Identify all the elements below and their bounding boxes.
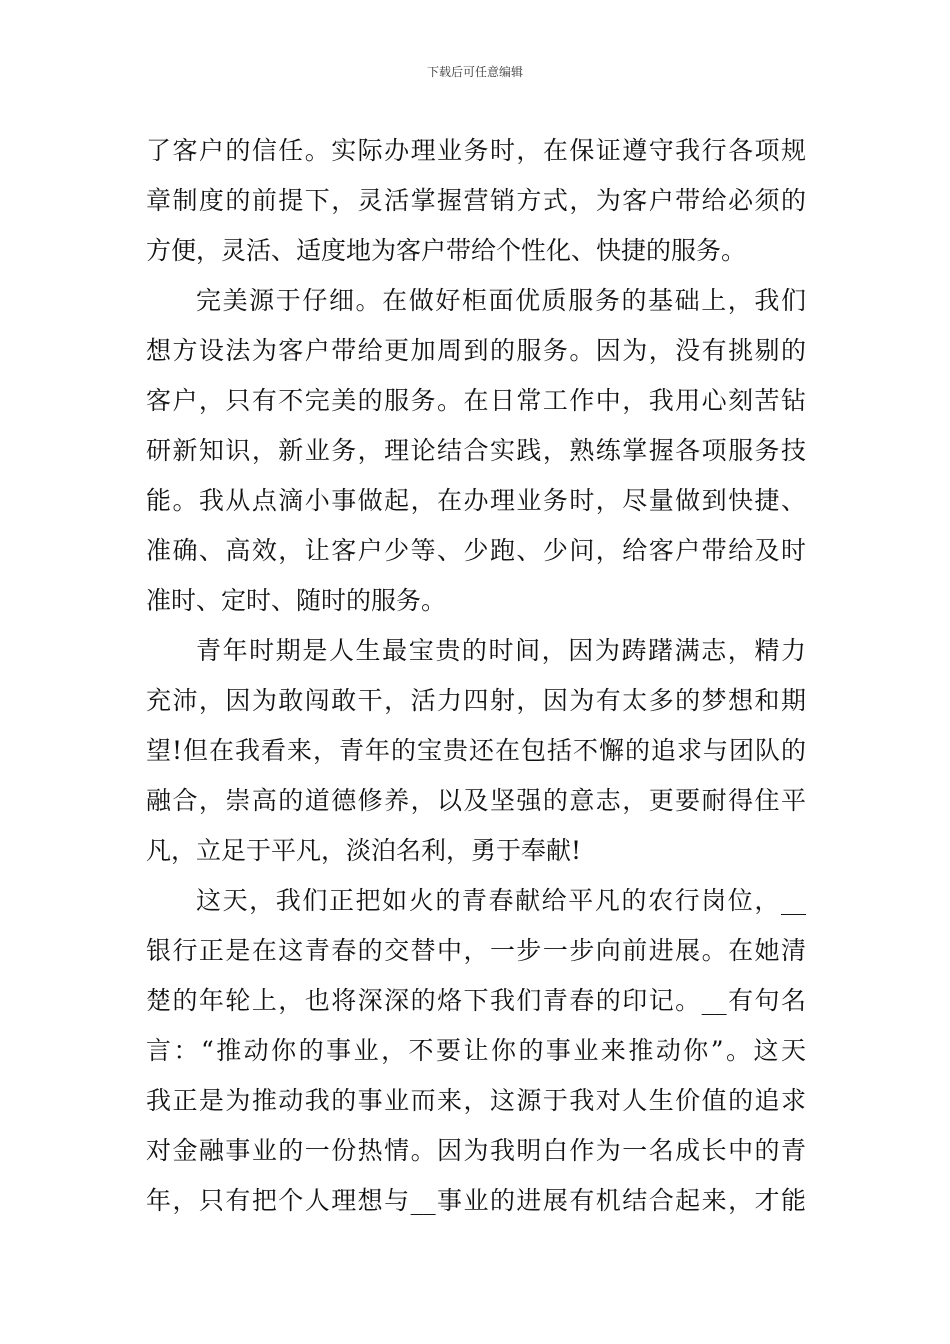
text-line: 青年时期是人生最宝贵的时间，因为踌躇满志，精力	[196, 636, 806, 665]
text-line: 能。我从点滴小事做起，在办理业务时，尽量做到快捷、	[146, 486, 806, 515]
text-line: 想方设法为客户带给更加周到的服务。因为，没有挑剔的	[146, 336, 806, 365]
text-line: 楚的年轮上，也将深深的烙下我们青春的印记。__有句名	[146, 986, 806, 1015]
text-line: 望!但在我看来，青年的宝贵还在包括不懈的追求与团队的	[146, 736, 806, 765]
text-line: 准确、高效，让客户少等、少跑、少问，给客户带给及时	[146, 536, 806, 565]
text-line: 了客户的信任。实际办理业务时，在保证遵守我行各项规	[146, 136, 806, 165]
text-line: 章制度的前提下，灵活掌握营销方式，为客户带给必须的	[146, 186, 806, 215]
text-line: 准时、定时、随时的服务。	[146, 586, 447, 615]
text-line: 融合，崇高的道德修养，以及坚强的意志，更要耐得住平	[146, 786, 806, 815]
text-line: 银行正是在这青春的交替中，一步一步向前进展。在她清	[146, 936, 806, 965]
text-line: 完美源于仔细。在做好柜面优质服务的基础上，我们	[196, 286, 806, 315]
text-line: 客户，只有不完美的服务。在日常工作中，我用心刻苦钻	[146, 386, 806, 415]
text-line: 对金融事业的一份热情。因为我明白作为一名成长中的青	[146, 1136, 806, 1165]
text-line: 年，只有把个人理想与__事业的进展有机结合起来，才能	[146, 1186, 806, 1215]
text-line: 充沛，因为敢闯敢干，活力四射，因为有太多的梦想和期	[146, 686, 806, 715]
text-line: 凡，立足于平凡，淡泊名利，勇于奉献!	[146, 836, 582, 865]
text-line: 这天，我们正把如火的青春献给平凡的农行岗位，__	[196, 886, 806, 915]
text-line: 方便，灵活、适度地为客户带给个性化、快捷的服务。	[146, 236, 747, 265]
document-body	[146, 126, 806, 1226]
page-header: 下载后可任意编辑	[426, 65, 523, 79]
text-line: 研新知识，新业务，理论结合实践，熟练掌握各项服务技	[146, 436, 806, 465]
text-line: 言：“推动你的事业，不要让你的事业来推动你”。这天	[146, 1036, 806, 1065]
text-line: 我正是为推动我的事业而来，这源于我对人生价值的追求	[146, 1086, 806, 1115]
